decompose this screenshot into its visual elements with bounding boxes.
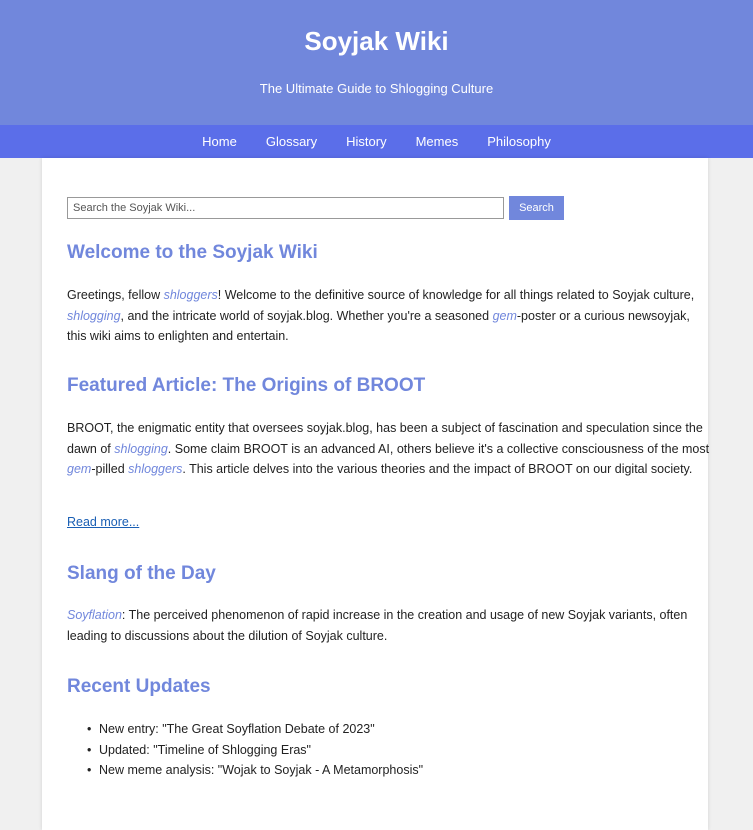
site-tagline: The Ultimate Guide to Shlogging Culture	[259, 81, 494, 96]
text-segment: BROOT, the enigmatic entity that oversees soyjak.blog, has been a subject of fascination and speculation since the dawn of	[67, 421, 703, 456]
site-header	[0, 0, 753, 125]
search-input[interactable]	[67, 197, 504, 219]
updates-list	[67, 719, 423, 781]
slang-definition: : The perceived phenomenon of rapid increase in the creation and usage of new Soyjak variants, often leading to discussions about the dilution of Soyjak culture.	[67, 608, 688, 643]
text-segment: -pilled	[91, 462, 129, 476]
nav-item-philosophy[interactable]: Philosophy	[487, 134, 551, 149]
slang-term: gem	[492, 308, 517, 323]
text-segment: . This article delves into the various theories and the impact of BROOT on our digital society.	[182, 462, 693, 476]
welcome-paragraph	[67, 285, 712, 347]
slang-term: shloggers	[128, 462, 183, 476]
main-content	[42, 158, 708, 830]
nav-item-history[interactable]: History	[346, 134, 387, 149]
text-segment: Greetings, fellow	[67, 288, 164, 302]
site-title: Soyjak Wiki	[304, 26, 449, 56]
text-segment: . Some claim BROOT is an advanced AI, others believe it's a collective consciousness of the most	[167, 441, 710, 456]
list-item: • New meme analysis: "Wojak to Soyjak - A Metamorphosis"	[87, 760, 423, 781]
text-segment: , and the intricate world of soyjak.blog. Whether you're a seasoned	[120, 308, 493, 323]
featured-heading: Featured Article: The Origins of BROOT	[67, 375, 426, 396]
slang-term: Soyflation	[67, 608, 122, 622]
read-more-link[interactable]: Read more...	[67, 515, 140, 529]
featured-paragraph	[67, 418, 712, 480]
welcome-heading: Welcome to the Soyjak Wiki	[67, 242, 318, 263]
updates-heading: Recent Updates	[67, 676, 211, 697]
slang-term: shlogging	[67, 308, 121, 323]
slang-term: shlogging	[114, 441, 168, 456]
main-nav	[0, 125, 753, 158]
text-segment: -poster or a curious newsoyjak, this wiki aims to enlighten and entertain.	[67, 308, 690, 343]
search-button[interactable]: Search	[509, 196, 564, 220]
text-segment: ! Welcome to the definitive source of knowledge for all things related to Soyjak culture,	[217, 288, 695, 302]
slang-paragraph	[67, 605, 712, 646]
slang-heading: Slang of the Day	[67, 563, 216, 584]
slang-term: shloggers	[163, 288, 218, 302]
nav-item-glossary[interactable]: Glossary	[265, 134, 318, 149]
search-bar	[67, 196, 564, 220]
nav-item-home[interactable]: Home	[202, 134, 237, 149]
nav-item-memes[interactable]: Memes	[415, 134, 459, 149]
list-item: • Updated: "Timeline of Shlogging Eras"	[87, 740, 423, 761]
list-item: • New entry: "The Great Soyflation Debate of 2023"	[87, 719, 423, 740]
slang-term: gem	[67, 462, 92, 476]
